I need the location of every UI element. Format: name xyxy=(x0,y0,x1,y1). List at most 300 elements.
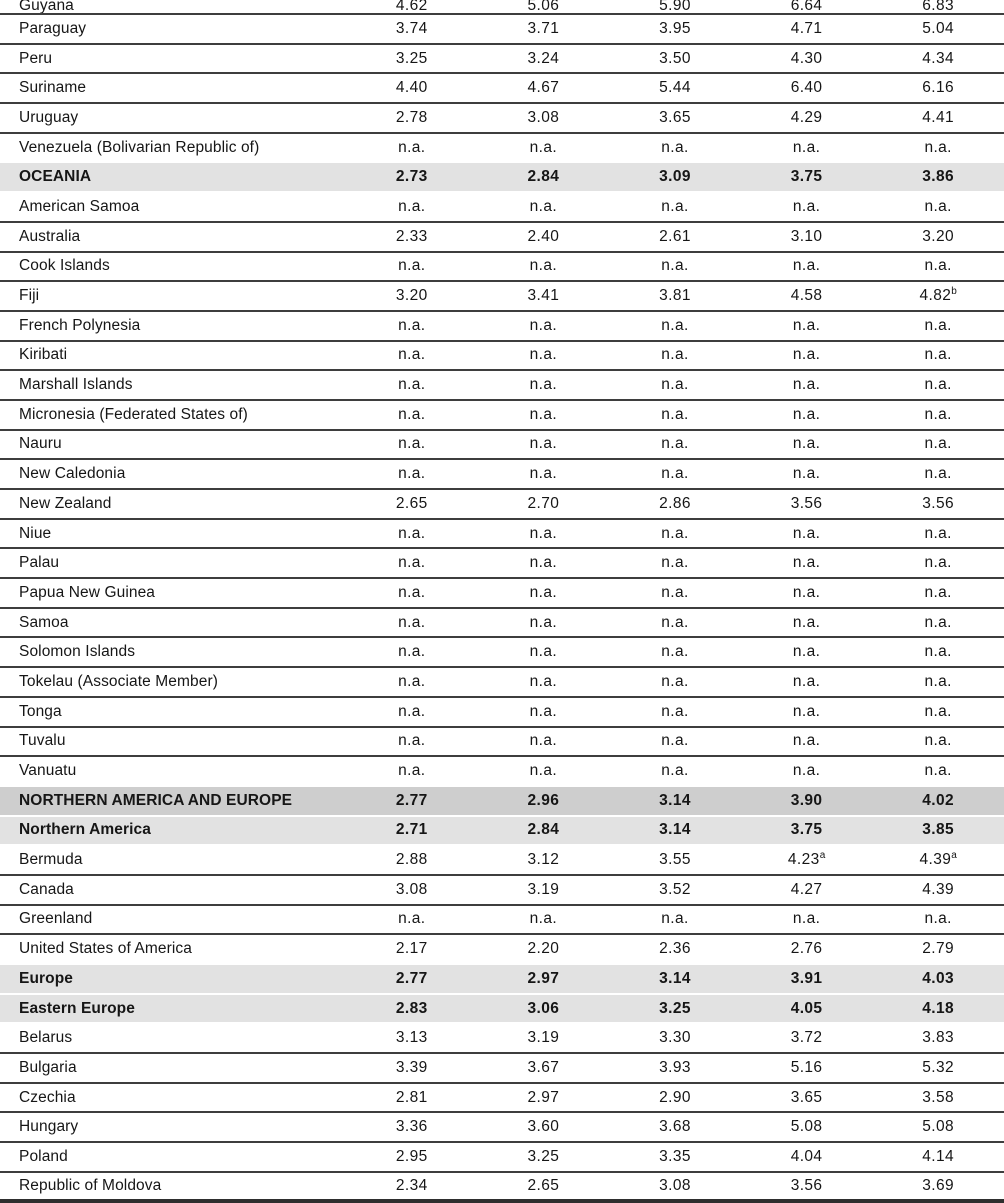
value-cell xyxy=(609,229,741,245)
value-cell xyxy=(478,644,610,660)
value-text: 3.56 xyxy=(790,494,823,512)
value-cell xyxy=(478,704,610,720)
value-cell xyxy=(346,377,478,393)
value-cell xyxy=(478,1178,610,1194)
value-cell xyxy=(741,793,873,809)
value-text: 4.04 xyxy=(790,1147,823,1165)
value-text: n.a. xyxy=(529,524,558,542)
country-name-cell: Marshall Islands xyxy=(19,376,133,394)
value-text: n.a. xyxy=(924,316,952,334)
value-cell xyxy=(609,1178,741,1194)
value-cell xyxy=(609,1090,741,1106)
value-cell xyxy=(872,1119,1004,1135)
value-cell xyxy=(478,585,610,601)
value-cell xyxy=(478,555,610,571)
value-cell xyxy=(478,852,610,868)
value-text: n.a. xyxy=(661,405,689,423)
value-text: 2.20 xyxy=(527,940,560,958)
country-name-cell: Micronesia (Federated States of) xyxy=(19,405,248,423)
value-text: 4.40 xyxy=(395,79,428,97)
value-cell xyxy=(346,911,478,927)
value-text: n.a. xyxy=(792,910,821,928)
value-cell xyxy=(609,555,741,571)
value-text: n.a. xyxy=(924,138,952,156)
value-text: 3.09 xyxy=(659,168,691,186)
value-text: n.a. xyxy=(924,197,952,215)
table-row xyxy=(0,846,1004,876)
value-cell xyxy=(741,1001,873,1017)
country-name-cell: New Zealand xyxy=(19,494,112,512)
table-row xyxy=(0,15,1004,45)
country-name-cell: Suriname xyxy=(19,79,87,97)
value-text: n.a. xyxy=(661,197,689,215)
country-name-cell: Eastern Europe xyxy=(19,999,135,1017)
value-text: n.a. xyxy=(924,762,952,780)
country-name-cell: Northern America xyxy=(19,821,151,839)
value-text: 3.85 xyxy=(922,821,955,839)
value-cell xyxy=(609,110,741,126)
value-text: 2.65 xyxy=(527,1176,560,1194)
value-cell xyxy=(872,644,1004,660)
value-text: 3.55 xyxy=(659,851,691,869)
value-cell xyxy=(478,526,610,542)
value-cell xyxy=(609,1149,741,1165)
value-cell xyxy=(478,971,610,987)
value-cell xyxy=(609,852,741,868)
table-row xyxy=(0,935,1004,965)
value-text: 4.02 xyxy=(922,791,955,809)
value-text: 5.32 xyxy=(922,1058,955,1076)
country-name-cell: Uruguay xyxy=(19,108,79,126)
value-cell xyxy=(346,0,478,14)
table-row xyxy=(0,193,1004,223)
value-cell xyxy=(346,763,478,779)
value-text: n.a. xyxy=(661,465,689,483)
value-text: n.a. xyxy=(529,257,558,275)
value-text: n.a. xyxy=(792,197,821,215)
table-row xyxy=(0,757,1004,787)
value-text: n.a. xyxy=(529,672,558,690)
value-cell xyxy=(609,347,741,363)
value-cell xyxy=(872,51,1004,67)
value-cell xyxy=(741,615,873,631)
value-text: 4.39 xyxy=(922,880,955,898)
value-cell xyxy=(741,849,873,869)
value-text: 3.91 xyxy=(790,969,823,987)
value-text: 4.29 xyxy=(790,108,823,126)
value-cell xyxy=(609,288,741,304)
table-row xyxy=(0,282,1004,312)
table-row xyxy=(0,520,1004,550)
value-cell xyxy=(346,674,478,690)
value-text: 2.33 xyxy=(395,227,428,245)
value-text: n.a. xyxy=(661,702,689,720)
value-text: n.a. xyxy=(529,554,558,572)
value-cell xyxy=(741,1090,873,1106)
value-text: 3.10 xyxy=(790,227,823,245)
value-cell xyxy=(346,733,478,749)
value-cell xyxy=(609,882,741,898)
value-text: n.a. xyxy=(529,762,558,780)
table-row xyxy=(0,1143,1004,1173)
value-text: 2.36 xyxy=(659,940,691,958)
value-cell xyxy=(609,1030,741,1046)
country-name-cell: Kiribati xyxy=(19,346,68,364)
value-cell xyxy=(872,763,1004,779)
value-text: n.a. xyxy=(924,732,952,750)
value-text: 4.23 xyxy=(787,851,820,869)
value-text: 3.93 xyxy=(659,1058,691,1076)
value-cell xyxy=(872,674,1004,690)
table-row xyxy=(0,1113,1004,1143)
value-cell xyxy=(741,258,873,274)
value-text: 2.77 xyxy=(395,791,428,809)
value-cell xyxy=(741,169,873,185)
value-text: n.a. xyxy=(792,762,821,780)
value-text: 3.19 xyxy=(527,880,560,898)
value-cell xyxy=(741,1119,873,1135)
value-text: 3.65 xyxy=(790,1088,823,1106)
value-text: n.a. xyxy=(529,376,558,394)
value-text: 5.08 xyxy=(922,1118,955,1136)
value-cell xyxy=(478,229,610,245)
value-text: 2.90 xyxy=(659,1088,691,1106)
value-text: 2.61 xyxy=(659,227,691,245)
value-text: 3.60 xyxy=(527,1118,560,1136)
value-text: 4.18 xyxy=(922,999,955,1017)
value-cell xyxy=(872,1001,1004,1017)
value-text: n.a. xyxy=(661,524,689,542)
value-text: n.a. xyxy=(792,376,821,394)
value-text: 3.69 xyxy=(922,1176,955,1194)
table-row xyxy=(0,549,1004,579)
value-cell xyxy=(346,347,478,363)
value-cell xyxy=(872,258,1004,274)
value-cell xyxy=(346,466,478,482)
table-row xyxy=(0,876,1004,906)
region-group-header-row xyxy=(0,787,1004,817)
value-text: 3.20 xyxy=(395,287,428,305)
country-name-cell: Venezuela (Bolivarian Republic of) xyxy=(19,138,260,156)
value-text: n.a. xyxy=(792,613,821,631)
value-cell xyxy=(741,526,873,542)
value-cell xyxy=(872,21,1004,37)
country-name-cell: Peru xyxy=(19,49,53,67)
value-text: n.a. xyxy=(924,672,952,690)
value-cell xyxy=(478,941,610,957)
value-text: n.a. xyxy=(792,435,821,453)
value-text: 3.95 xyxy=(659,19,691,37)
value-cell xyxy=(872,585,1004,601)
value-cell xyxy=(741,1060,873,1076)
value-cell xyxy=(478,258,610,274)
value-cell xyxy=(872,555,1004,571)
country-name-cell: Samoa xyxy=(19,613,69,631)
value-text: 4.62 xyxy=(395,0,428,14)
table-row xyxy=(0,371,1004,401)
country-name-cell: New Caledonia xyxy=(19,465,126,483)
country-name-cell: Tokelau (Associate Member) xyxy=(19,672,219,690)
value-text: n.a. xyxy=(398,762,426,780)
value-cell xyxy=(872,436,1004,452)
value-text: 4.67 xyxy=(527,79,560,97)
value-text: 6.40 xyxy=(790,79,823,97)
value-cell xyxy=(346,555,478,571)
region-header-row xyxy=(0,965,1004,995)
country-name-cell: Australia xyxy=(19,227,81,245)
table-row xyxy=(0,668,1004,698)
value-cell xyxy=(478,51,610,67)
value-text: 4.82 xyxy=(919,287,952,305)
value-text: 2.84 xyxy=(527,168,560,186)
value-text: n.a. xyxy=(661,138,689,156)
region-header-row xyxy=(0,163,1004,193)
footnote-superscript: a xyxy=(951,849,957,861)
country-name-cell: NORTHERN AMERICA AND EUROPE xyxy=(19,791,293,809)
value-cell xyxy=(609,941,741,957)
value-cell xyxy=(346,110,478,126)
value-cell xyxy=(609,377,741,393)
value-cell xyxy=(872,526,1004,542)
value-cell xyxy=(609,763,741,779)
value-text: n.a. xyxy=(661,554,689,572)
value-cell xyxy=(741,318,873,334)
table-row xyxy=(0,1024,1004,1054)
value-text: n.a. xyxy=(661,435,689,453)
value-text: 6.83 xyxy=(922,0,955,14)
value-cell xyxy=(872,199,1004,215)
value-text: 3.83 xyxy=(922,1029,955,1047)
value-text: n.a. xyxy=(529,465,558,483)
value-text: 2.95 xyxy=(395,1147,428,1165)
value-cell xyxy=(741,882,873,898)
value-text: 2.88 xyxy=(395,851,428,869)
country-name-cell: Nauru xyxy=(19,435,62,453)
table-row xyxy=(0,579,1004,609)
value-text: 5.44 xyxy=(659,79,691,97)
value-text: 2.71 xyxy=(395,821,428,839)
value-cell xyxy=(741,1178,873,1194)
value-cell xyxy=(609,51,741,67)
value-text: n.a. xyxy=(924,643,952,661)
value-text: 3.67 xyxy=(527,1058,560,1076)
value-text: n.a. xyxy=(398,346,426,364)
table-row xyxy=(0,431,1004,461)
value-cell xyxy=(478,377,610,393)
table-row xyxy=(0,1173,1004,1203)
table-row xyxy=(0,460,1004,490)
table-row xyxy=(0,312,1004,342)
value-text: 3.56 xyxy=(922,494,955,512)
value-text: 2.79 xyxy=(922,940,955,958)
footnote-superscript: a xyxy=(819,849,826,861)
value-cell xyxy=(609,199,741,215)
value-cell xyxy=(741,971,873,987)
value-text: 2.34 xyxy=(395,1176,428,1194)
value-cell xyxy=(872,377,1004,393)
value-text: 6.64 xyxy=(790,0,823,14)
value-cell xyxy=(609,822,741,838)
value-cell xyxy=(872,793,1004,809)
country-name-cell: Czechia xyxy=(19,1088,76,1106)
value-text: 3.52 xyxy=(659,880,691,898)
value-cell xyxy=(872,1030,1004,1046)
value-cell xyxy=(478,288,610,304)
value-cell xyxy=(346,1090,478,1106)
value-text: 3.75 xyxy=(790,168,823,186)
value-cell xyxy=(741,674,873,690)
value-cell xyxy=(346,526,478,542)
region-header-row xyxy=(0,995,1004,1025)
value-text: 6.16 xyxy=(922,79,955,97)
value-cell xyxy=(609,615,741,631)
value-cell xyxy=(478,1030,610,1046)
value-cell xyxy=(741,1149,873,1165)
value-text: 5.06 xyxy=(527,0,560,14)
table-row xyxy=(0,1084,1004,1114)
value-cell xyxy=(346,258,478,274)
value-text: n.a. xyxy=(398,583,426,601)
value-text: 3.19 xyxy=(527,1029,560,1047)
value-cell xyxy=(478,674,610,690)
value-text: n.a. xyxy=(529,613,558,631)
value-text: 3.30 xyxy=(659,1029,691,1047)
country-name-cell: Niue xyxy=(19,524,52,542)
value-text: 3.68 xyxy=(659,1118,691,1136)
value-text: 2.96 xyxy=(527,791,560,809)
value-cell xyxy=(609,0,741,14)
value-cell xyxy=(478,1119,610,1135)
table-row xyxy=(0,609,1004,639)
value-cell xyxy=(478,615,610,631)
country-name-cell: Canada xyxy=(19,880,74,898)
value-text: n.a. xyxy=(924,465,952,483)
table-row xyxy=(0,638,1004,668)
value-text: n.a. xyxy=(924,435,952,453)
value-cell xyxy=(478,199,610,215)
value-text: 3.35 xyxy=(659,1147,691,1165)
value-text: n.a. xyxy=(529,702,558,720)
value-text: n.a. xyxy=(792,465,821,483)
table-row xyxy=(0,906,1004,936)
value-cell xyxy=(741,407,873,423)
value-cell xyxy=(609,911,741,927)
value-cell xyxy=(872,941,1004,957)
table-row xyxy=(0,74,1004,104)
value-text: n.a. xyxy=(661,613,689,631)
value-cell xyxy=(872,1149,1004,1165)
value-cell xyxy=(478,911,610,927)
value-cell xyxy=(872,496,1004,512)
value-text: n.a. xyxy=(661,316,689,334)
value-cell xyxy=(872,466,1004,482)
value-text: n.a. xyxy=(661,376,689,394)
value-text: 3.14 xyxy=(659,969,691,987)
country-name-cell: Solomon Islands xyxy=(19,643,136,661)
value-cell xyxy=(872,849,1004,869)
value-text: 2.76 xyxy=(790,940,823,958)
value-cell xyxy=(609,704,741,720)
table-row xyxy=(0,698,1004,728)
value-cell xyxy=(346,1030,478,1046)
value-cell xyxy=(478,110,610,126)
value-text: 3.39 xyxy=(395,1058,428,1076)
value-text: n.a. xyxy=(529,583,558,601)
value-cell xyxy=(872,704,1004,720)
value-text: n.a. xyxy=(792,702,821,720)
value-text: n.a. xyxy=(661,732,689,750)
value-cell xyxy=(741,555,873,571)
value-text: 4.30 xyxy=(790,49,823,67)
value-cell xyxy=(741,1030,873,1046)
value-text: n.a. xyxy=(924,405,952,423)
value-text: 3.06 xyxy=(527,999,560,1017)
value-cell xyxy=(609,733,741,749)
value-text: 3.25 xyxy=(395,49,428,67)
value-cell xyxy=(346,318,478,334)
value-text: n.a. xyxy=(792,138,821,156)
value-text: 4.71 xyxy=(790,19,823,37)
value-cell xyxy=(741,347,873,363)
value-text: n.a. xyxy=(661,346,689,364)
table-row xyxy=(0,253,1004,283)
country-name-cell: United States of America xyxy=(19,940,192,958)
value-text: n.a. xyxy=(398,257,426,275)
value-text: n.a. xyxy=(924,702,952,720)
value-text: n.a. xyxy=(529,405,558,423)
value-text: n.a. xyxy=(529,138,558,156)
value-text: 3.12 xyxy=(527,851,560,869)
value-cell xyxy=(346,1060,478,1076)
value-cell xyxy=(872,1060,1004,1076)
value-cell xyxy=(872,140,1004,156)
value-text: n.a. xyxy=(792,643,821,661)
value-text: n.a. xyxy=(792,524,821,542)
value-text: n.a. xyxy=(924,524,952,542)
value-text: n.a. xyxy=(924,613,952,631)
value-cell xyxy=(609,793,741,809)
value-text: n.a. xyxy=(529,346,558,364)
value-text: 3.14 xyxy=(659,821,691,839)
value-text: 4.34 xyxy=(922,49,955,67)
value-text: 3.25 xyxy=(659,999,691,1017)
value-cell xyxy=(609,1001,741,1017)
table-row xyxy=(0,342,1004,372)
country-name-cell: Palau xyxy=(19,554,60,572)
value-text: n.a. xyxy=(924,583,952,601)
value-text: n.a. xyxy=(398,376,426,394)
value-text: n.a. xyxy=(398,702,426,720)
country-name-cell: Guyana xyxy=(19,0,74,14)
value-text: 3.86 xyxy=(922,168,955,186)
value-text: 2.77 xyxy=(395,969,428,987)
table-row xyxy=(0,401,1004,431)
country-name-cell: Hungary xyxy=(19,1118,79,1136)
country-name-cell: Greenland xyxy=(19,910,93,928)
country-name-cell: Tuvalu xyxy=(19,732,66,750)
value-cell xyxy=(609,644,741,660)
country-name-cell: Bermuda xyxy=(19,851,83,869)
value-cell xyxy=(741,822,873,838)
value-text: n.a. xyxy=(792,583,821,601)
value-cell xyxy=(741,229,873,245)
value-cell xyxy=(346,436,478,452)
value-cell xyxy=(478,140,610,156)
table-row xyxy=(0,728,1004,758)
value-cell xyxy=(346,407,478,423)
table-row xyxy=(0,1054,1004,1084)
value-text: n.a. xyxy=(661,910,689,928)
